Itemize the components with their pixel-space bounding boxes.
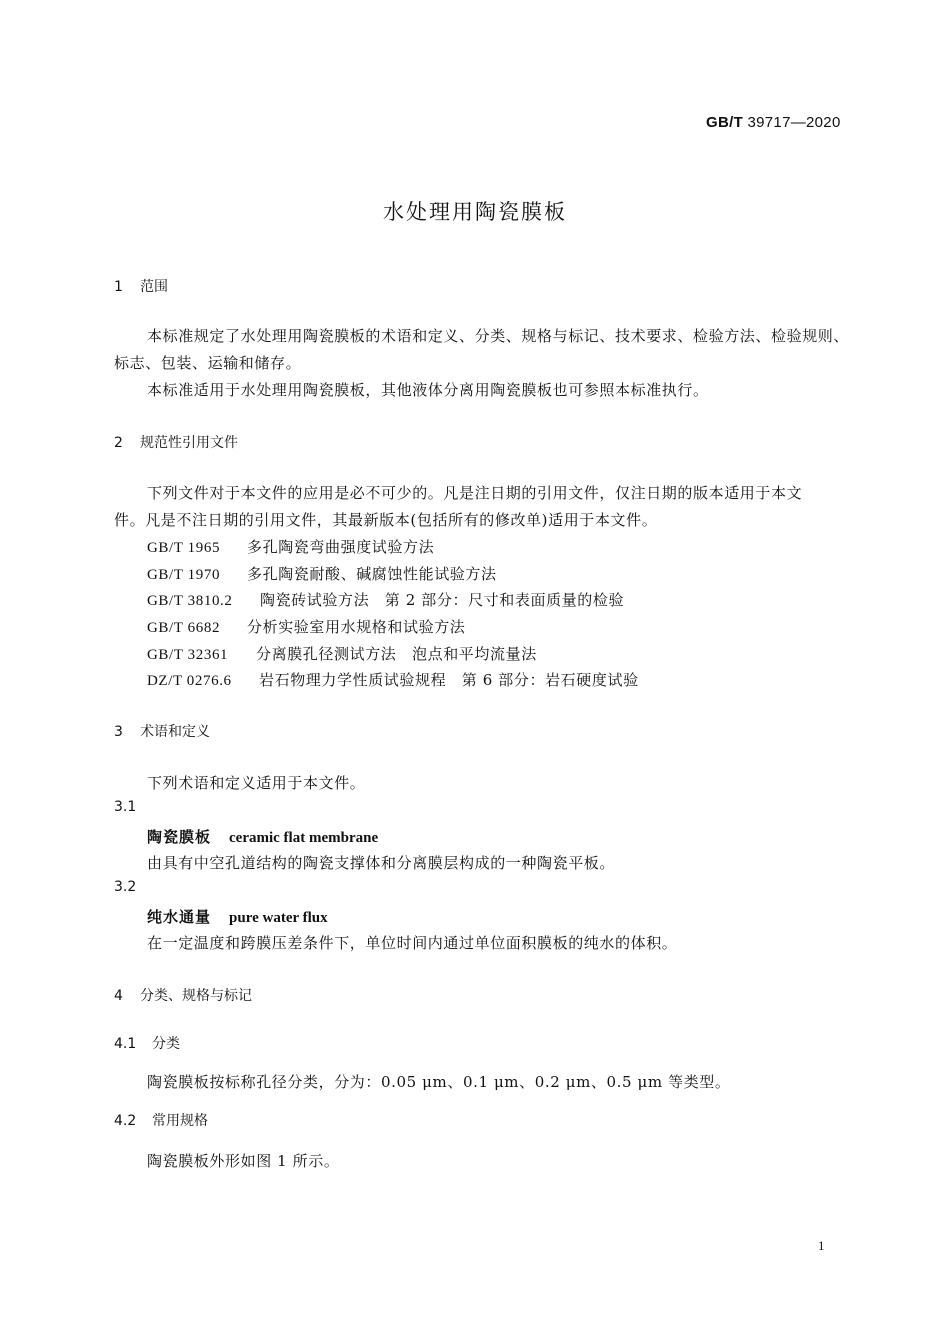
paragraph: 陶瓷膜板按标称孔径分类，分为：0.05 μm、0.1 μm、0.2 μm、0.5 μm 等类型。 <box>147 1073 731 1091</box>
subsection-4-1-heading <box>114 1033 180 1053</box>
term-chinese: 陶瓷膜板 <box>147 828 212 846</box>
subsection-title: 常用规格 <box>152 1113 208 1129</box>
document-title: 水处理用陶瓷膜板 <box>383 200 567 224</box>
reference-code: GB/T 32361 <box>147 647 229 663</box>
section-number: 4 <box>114 988 123 1004</box>
reference-title: 陶瓷砖试验方法 第 2 部分：尺寸和表面质量的检验 <box>260 591 625 609</box>
term-entry <box>147 906 328 927</box>
reference-code: DZ/T 0276.6 <box>147 673 232 689</box>
section-number: 2 <box>114 435 123 451</box>
paragraph: 本标准适用于水处理用陶瓷膜板，其他液体分离用陶瓷膜板也可参照本标准执行。 <box>147 381 709 399</box>
reference-item <box>147 643 537 664</box>
section-4-heading <box>114 985 252 1005</box>
section-2-heading <box>114 432 238 452</box>
term-definition: 在一定温度和跨膜压差条件下，单位时间内通过单位面积膜板的纯水的体积。 <box>147 934 678 952</box>
reference-title: 岩石物理力学性质试验规程 第 6 部分：岩石硬度试验 <box>259 671 639 689</box>
section-title: 分类、规格与标记 <box>140 988 252 1004</box>
paragraph-line: 本标准规定了水处理用陶瓷膜板的术语和定义、分类、规格与标记、技术要求、检验方法、检验规则、 <box>147 327 850 345</box>
standard-number: 39717—2020 <box>747 114 841 131</box>
reference-code: GB/T 1970 <box>147 567 221 583</box>
subsection-4-2-heading <box>114 1110 208 1130</box>
page-number: 1 <box>818 1238 825 1253</box>
subsection-title: 分类 <box>152 1036 180 1052</box>
term-english: ceramic flat membrane <box>229 830 379 846</box>
section-title: 规范性引用文件 <box>140 435 238 451</box>
reference-item <box>147 563 497 584</box>
reference-title: 分离膜孔径测试方法 泡点和平均流量法 <box>256 645 537 663</box>
reference-item <box>147 589 624 610</box>
reference-item <box>147 669 639 690</box>
term-english: pure water flux <box>229 910 328 926</box>
section-number: 3 <box>114 724 123 740</box>
paragraph-line: 下列文件对于本文件的应用是必不可少的。凡是注日期的引用文件，仅注日期的版本适用于本文 <box>147 484 803 502</box>
reference-item <box>147 536 434 557</box>
section-title: 术语和定义 <box>140 724 210 740</box>
paragraph: 下列术语和定义适用于本文件。 <box>147 774 366 792</box>
subsection-number: 4.2 <box>114 1113 137 1129</box>
section-number: 1 <box>114 279 123 295</box>
section-1-heading <box>114 276 168 296</box>
standard-prefix: GB/T <box>706 114 744 131</box>
paragraph-line: 标志、包装、运输和储存。 <box>114 354 302 372</box>
term-entry <box>147 826 378 847</box>
term-number: 3.1 <box>114 799 137 815</box>
term-definition: 由具有中空孔道结构的陶瓷支撑体和分离膜层构成的一种陶瓷平板。 <box>147 854 616 872</box>
subsection-number: 4.1 <box>114 1036 137 1052</box>
reference-code: GB/T 3810.2 <box>147 593 233 609</box>
reference-code: GB/T 6682 <box>147 620 221 636</box>
paragraph-line: 件。凡是不注日期的引用文件，其最新版本(包括所有的修改单)适用于本文件。 <box>114 511 658 529</box>
section-title: 范围 <box>140 279 168 295</box>
term-chinese: 纯水通量 <box>147 908 212 926</box>
standard-code <box>706 114 841 131</box>
reference-title: 多孔陶瓷弯曲强度试验方法 <box>247 538 435 556</box>
section-3-heading <box>114 721 210 741</box>
reference-title: 多孔陶瓷耐酸、碱腐蚀性能试验方法 <box>247 565 497 583</box>
paragraph: 陶瓷膜板外形如图 1 所示。 <box>147 1152 340 1170</box>
reference-title: 分析实验室用水规格和试验方法 <box>247 618 466 636</box>
term-number: 3.2 <box>114 879 137 895</box>
reference-item <box>147 616 465 637</box>
reference-code: GB/T 1965 <box>147 540 221 556</box>
